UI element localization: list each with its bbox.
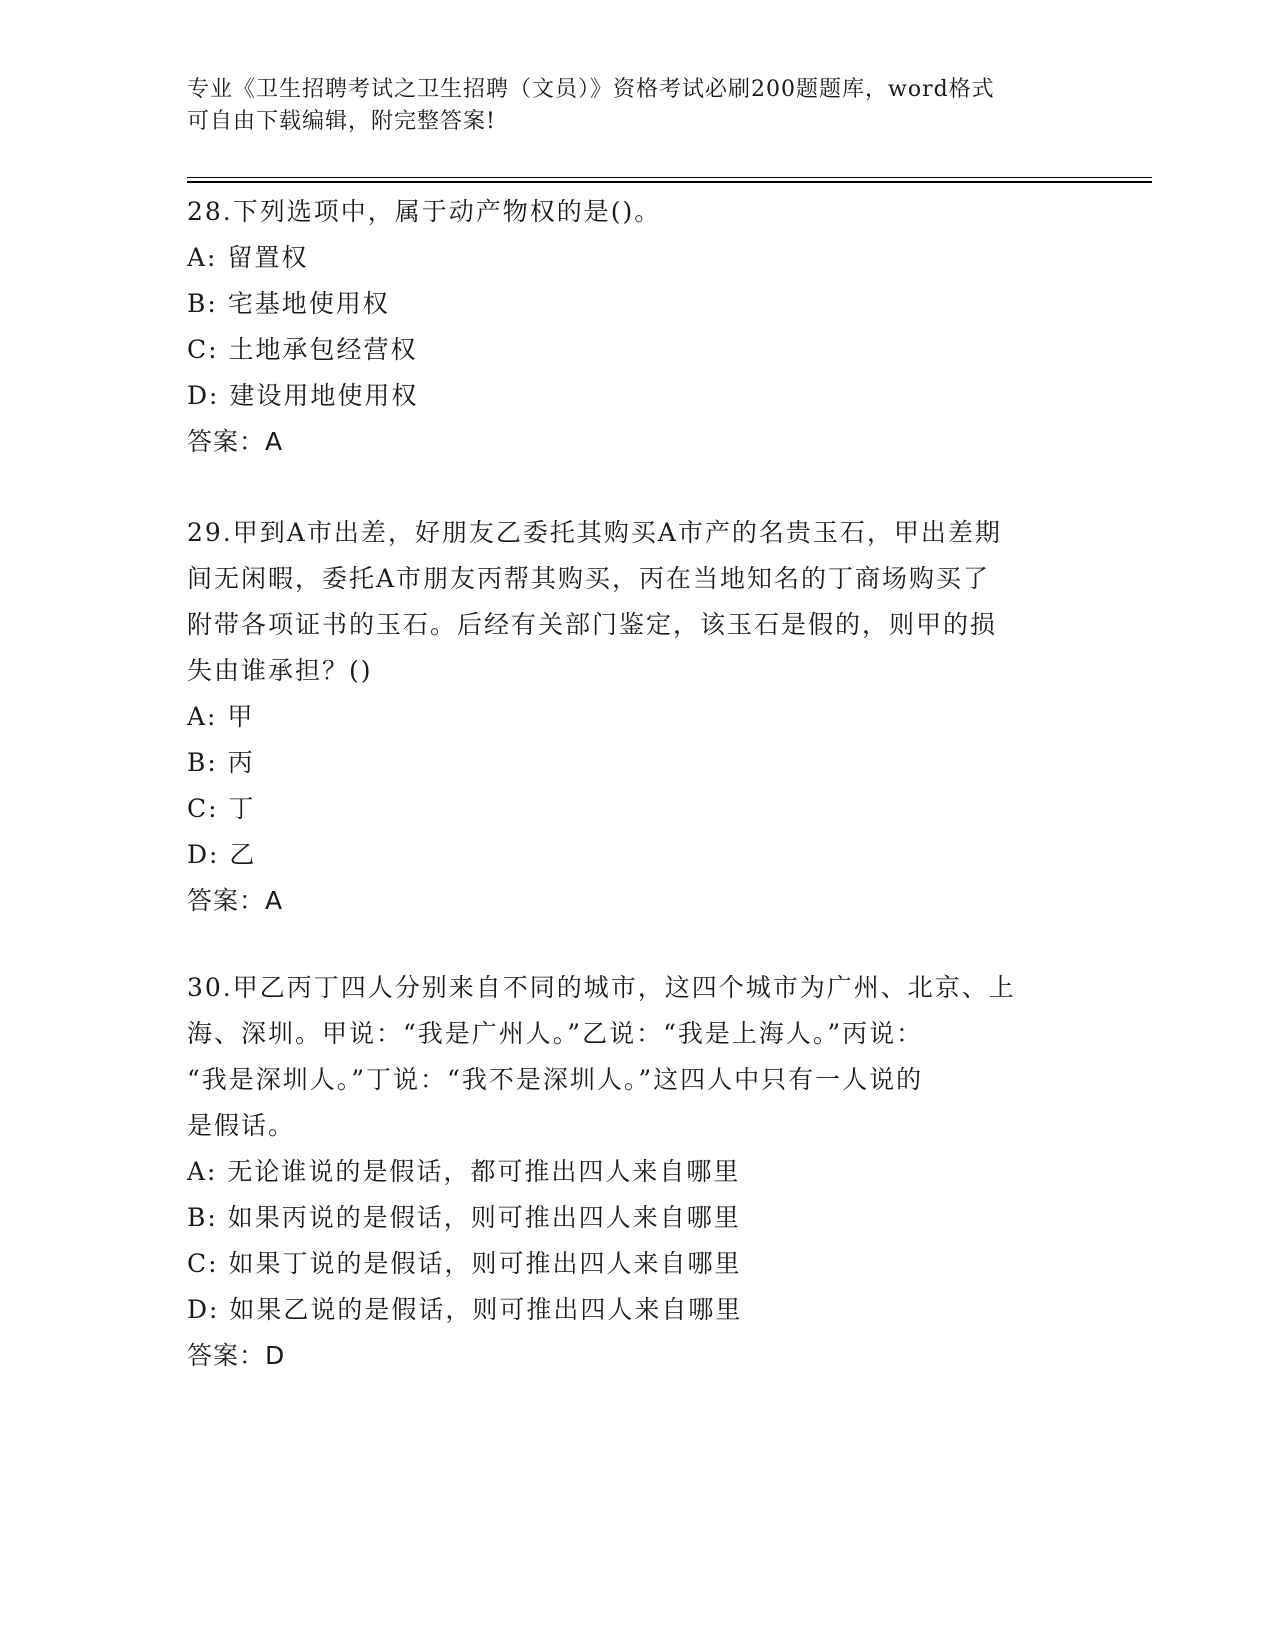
question-stem: 28.下列选项中，属于动产物权的是()。 bbox=[187, 197, 662, 226]
option-d: D: 建设用地使用权 bbox=[187, 381, 419, 410]
option-a: A: 无论谁说的是假话，都可推出四人来自哪里 bbox=[187, 1157, 741, 1186]
option-a: A: 甲 bbox=[187, 702, 255, 731]
option-c: C: 如果丁说的是假话，则可推出四人来自哪里 bbox=[187, 1249, 742, 1278]
answer: 答案：A bbox=[187, 427, 284, 456]
option-d: D: 如果乙说的是假话，则可推出四人来自哪里 bbox=[187, 1295, 743, 1324]
document-header bbox=[187, 74, 1087, 138]
option-b: B: 丙 bbox=[187, 748, 255, 777]
question-28 bbox=[187, 189, 1067, 465]
question-stem-line-1: 30.甲乙丙丁四人分别来自不同的城市，这四个城市为广州、北京、上 bbox=[187, 973, 1016, 1002]
header-line-2: 可自由下载编辑，附完整答案! bbox=[187, 109, 496, 134]
option-d: D: 乙 bbox=[187, 840, 257, 869]
question-stem-line-3: “我是深圳人。”丁说：“我不是深圳人。”这四人中只有一人说的 bbox=[187, 1065, 924, 1094]
question-stem-line-2: 海、深圳。甲说：“我是广州人。”乙说：“我是上海人。”丙说： bbox=[187, 1019, 924, 1048]
question-29 bbox=[187, 510, 1067, 924]
answer: 答案：D bbox=[187, 1341, 286, 1370]
option-a: A: 留置权 bbox=[187, 243, 309, 272]
answer: 答案：A bbox=[187, 886, 284, 915]
question-30 bbox=[187, 965, 1067, 1379]
question-stem-line-3: 附带各项证书的玉石。后经有关部门鉴定，该玉石是假的，则甲的损 bbox=[187, 610, 998, 639]
question-stem-line-4: 是假话。 bbox=[187, 1111, 296, 1140]
question-stem-line-4: 失由谁承担？() bbox=[187, 656, 373, 685]
header-divider-thin bbox=[187, 177, 1152, 178]
option-c: C: 丁 bbox=[187, 794, 256, 823]
header-line-1: 专业《卫生招聘考试之卫生招聘（文员）》资格考试必刷200题题库，word格式 bbox=[187, 77, 995, 102]
option-b: B: 如果丙说的是假话，则可推出四人来自哪里 bbox=[187, 1203, 741, 1232]
option-b: B: 宅基地使用权 bbox=[187, 289, 390, 318]
header-divider-thick bbox=[187, 181, 1152, 183]
question-stem-line-2: 间无闲暇，委托A市朋友丙帮其购买，丙在当地知名的丁商场购买了 bbox=[187, 564, 991, 593]
question-stem-line-1: 29.甲到A市出差，好朋友乙委托其购买A市产的名贵玉石，甲出差期 bbox=[187, 518, 1002, 547]
option-c: C: 土地承包经营权 bbox=[187, 335, 418, 364]
